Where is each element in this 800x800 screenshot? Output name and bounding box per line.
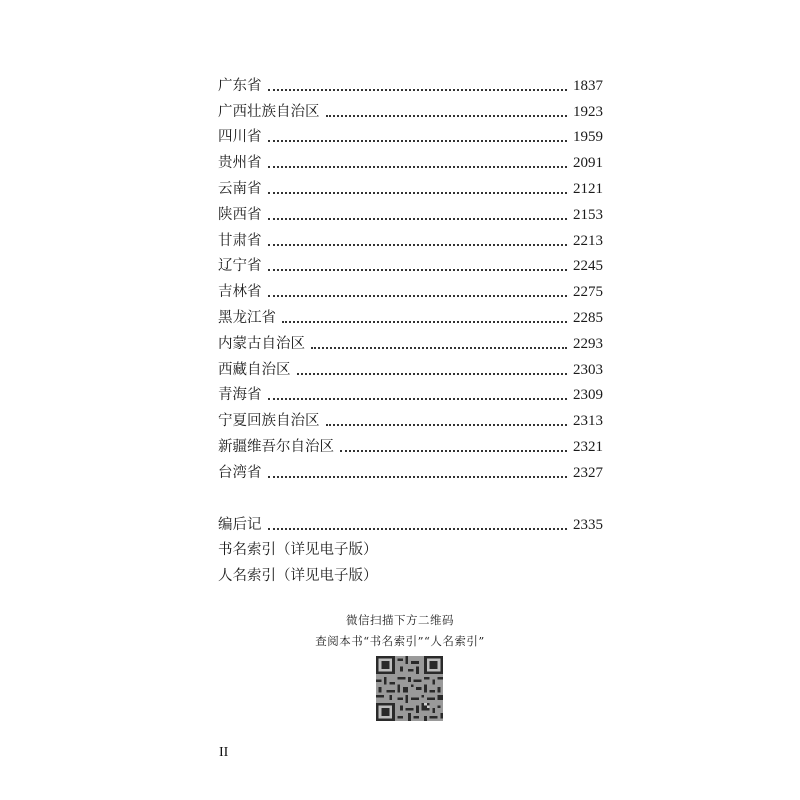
toc-entry-sichuan <box>218 122 603 148</box>
toc-entry-jilin <box>218 276 603 302</box>
toc-entry-label: 广东省 <box>218 77 262 94</box>
toc-entry-shaanxi <box>218 199 603 225</box>
toc-dot-leader <box>268 243 568 246</box>
toc-entry-page: 1923 <box>573 103 603 120</box>
toc-dot-leader <box>268 165 568 168</box>
toc-entry-label: 宁夏回族自治区 <box>218 413 320 430</box>
toc-entry-label: 内蒙古自治区 <box>218 335 305 352</box>
toc-dot-leader <box>326 114 568 117</box>
toc-entry-label: 西藏自治区 <box>218 361 291 378</box>
toc-entry-xinjiang <box>218 431 603 457</box>
toc-entry-page: 1837 <box>573 77 603 94</box>
toc-entry-guangxi <box>218 96 603 122</box>
toc-dot-leader <box>297 372 568 375</box>
toc-entry-yunnan <box>218 173 603 199</box>
toc-entry-neimenggu <box>218 328 603 354</box>
toc-entry-page: 2153 <box>573 206 603 223</box>
toc-entry-label: 人名索引（详见电子版） <box>218 568 378 585</box>
toc-entry-label: 四川省 <box>218 129 262 146</box>
toc-dot-leader <box>268 475 568 478</box>
toc-entry-label: 台湾省 <box>218 464 262 481</box>
qr-caption-line2: 查阅本书“书名索引”“人名索引” <box>315 634 485 648</box>
toc-entry-taiwan <box>218 457 603 483</box>
toc-dot-leader <box>268 294 568 297</box>
toc-entry-person-index <box>218 560 603 586</box>
toc-entry-page: 1959 <box>573 129 603 146</box>
toc-entry-page: 2335 <box>573 516 603 533</box>
table-of-contents <box>218 70 603 586</box>
toc-entry-heilongjiang <box>218 302 603 328</box>
toc-entry-page: 2293 <box>573 335 603 352</box>
toc-entry-gansu <box>218 225 603 251</box>
toc-entry-label: 云南省 <box>218 180 262 197</box>
toc-entry-label: 黑龙江省 <box>218 309 276 326</box>
toc-dot-leader <box>268 139 568 142</box>
toc-entry-qinghai <box>218 380 603 406</box>
toc-entry-label: 贵州省 <box>218 155 262 172</box>
toc-entry-label: 广西壮族自治区 <box>218 103 320 120</box>
toc-entry-label: 青海省 <box>218 387 262 404</box>
toc-entry-label: 新疆维吾尔自治区 <box>218 438 334 455</box>
toc-entry-afterword <box>218 509 603 535</box>
toc-entry-ningxia <box>218 405 603 431</box>
toc-dot-leader <box>268 527 568 530</box>
toc-dot-leader <box>268 217 568 220</box>
toc-entry-page: 2285 <box>573 309 603 326</box>
toc-dot-leader <box>268 268 568 271</box>
toc-dot-leader <box>268 397 568 400</box>
toc-entry-page: 2321 <box>573 438 603 455</box>
page-number: II <box>219 745 229 760</box>
qr-code-image[interactable] <box>376 656 443 721</box>
toc-dot-leader <box>282 320 567 323</box>
toc-entry-page: 2327 <box>573 464 603 481</box>
toc-entry-page: 2309 <box>573 387 603 404</box>
toc-entry-guangdong <box>218 70 603 96</box>
toc-dot-leader <box>311 346 567 349</box>
toc-entry-book-index <box>218 535 603 561</box>
toc-section-gap <box>218 483 603 509</box>
toc-dot-leader <box>340 449 567 452</box>
toc-entry-guizhou <box>218 147 603 173</box>
toc-dot-leader <box>268 88 568 91</box>
toc-entry-label: 书名索引（详见电子版） <box>218 542 378 559</box>
toc-dot-leader <box>268 191 568 194</box>
toc-entry-page: 2303 <box>573 361 603 378</box>
toc-entry-label: 辽宁省 <box>218 258 262 275</box>
toc-dot-leader <box>326 423 568 426</box>
toc-entry-page: 2275 <box>573 284 603 301</box>
toc-entry-page: 2313 <box>573 413 603 430</box>
toc-entry-label: 编后记 <box>218 516 262 533</box>
toc-entry-page: 2213 <box>573 232 603 249</box>
toc-entry-page: 2121 <box>573 180 603 197</box>
toc-entry-liaoning <box>218 251 603 277</box>
toc-entry-label: 陕西省 <box>218 206 262 223</box>
toc-entry-page: 2245 <box>573 258 603 275</box>
toc-entry-page: 2091 <box>573 155 603 172</box>
toc-entry-label: 甘肃省 <box>218 232 262 249</box>
toc-entry-xizang <box>218 354 603 380</box>
qr-caption-line1: 微信扫描下方二维码 <box>346 613 454 627</box>
toc-entry-label: 吉林省 <box>218 284 262 301</box>
